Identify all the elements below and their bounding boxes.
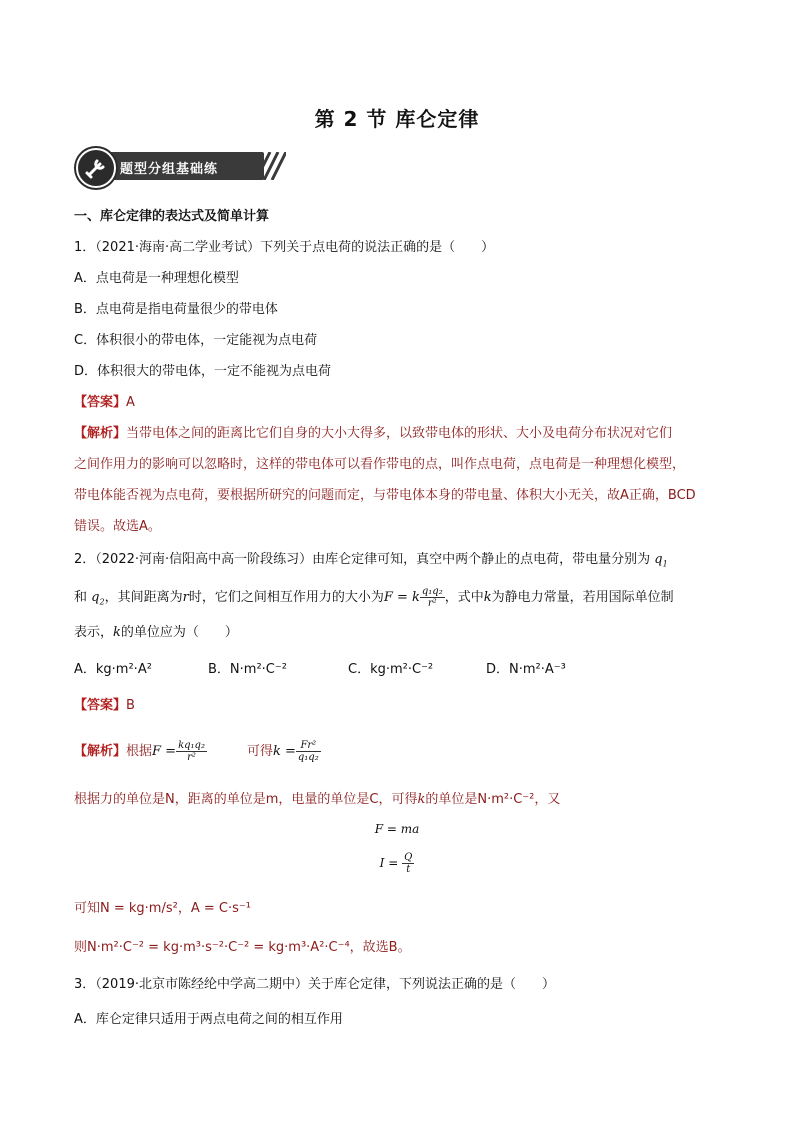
equation-current [0, 852, 794, 875]
q1-answer [74, 394, 135, 412]
q2-unit-question: 的单位应为（ ） [120, 625, 238, 640]
q2-analysis-1 [74, 740, 321, 763]
answer-value: B [126, 698, 135, 713]
q1-analysis-2: 之间作用力的影响可以忽略时，这样的带电体可以看作带电的点，叫作点电荷，点电荷是一种理想化模型， [74, 457, 686, 472]
q1-stem: 1．（2021·海南·高二学业考试）下列关于点电荷的说法正确的是（ ） [74, 240, 495, 255]
formula-fraction: $\frac{\text{q₁q₂}}{\text{r²}}$ [421, 586, 443, 609]
q1-option-a: A．点电荷是一种理想化模型 [74, 271, 239, 286]
q2-unit-text: 为静电力常量，若用国际单位制 [491, 590, 674, 605]
k-symbol: k [417, 792, 426, 807]
answer-value: A [126, 395, 135, 410]
formula-fraction-1: $\frac{\text{kq₁q₂}}{\text{r²}}$ [178, 740, 205, 763]
q2-option-b: B．N·m²·C⁻² [208, 662, 287, 677]
q2-analysis-3: 可知N = kg·m/s²，A = C·s⁻¹ [74, 901, 251, 916]
answer-label: 【答案】 [74, 698, 127, 713]
analysis-text: 根据力的单位是N，距离的单位是m，电量的单位是C，可得 [74, 792, 418, 807]
q2-distance-text: ，其间距离为 [104, 590, 183, 605]
coulomb-formula: F = k [383, 590, 420, 605]
q2-answer [74, 697, 135, 715]
formula-k: k = [272, 744, 296, 759]
q2-where-text: ，式中 [444, 590, 484, 605]
q2-analysis-4: 则N·m²·C⁻² = kg·m³·s⁻²·C⁻² = kg·m³·A²·C⁻⁴，故选B。 [74, 940, 411, 955]
q1-option-c: C．体积很小的带电体，一定能视为点电荷 [74, 333, 318, 348]
q2-stem-3 [74, 624, 238, 642]
current-fraction: $\frac{Q}{t}$ [404, 852, 413, 875]
q1-analysis-1 [74, 425, 672, 443]
analysis-text: 当带电体之间的距离比它们自身的大小大得多，以致带电体的形状、大小及电荷分布状况对它们 [126, 426, 673, 441]
q1-option-d: D．体积很大的带电体，一定不能视为点电荷 [74, 364, 332, 379]
analysis-label: 【解析】 [74, 426, 127, 441]
q1-analysis-4: 错误。故选A。 [74, 519, 161, 534]
q3-option-a: A．库仑定律只适用于两点电荷之间的相互作用 [74, 1012, 343, 1027]
analysis-text: 根据 [126, 744, 153, 759]
q1-analysis-3: 带电体能否视为点电荷，要根据所研究的问题而定，与带电体本身的带电量、体积大小无关，故A正确，BCD [74, 488, 696, 503]
equation-current-lhs: I = [379, 856, 399, 870]
q2-and: 和 [74, 590, 88, 605]
q2-stem-1 [74, 551, 668, 574]
q2-express-text: 表示， [74, 625, 114, 640]
q2-stem-text: 2．（2022·河南·信阳高中高一阶段练习）由库仑定律可知，真空中两个静止的点电荷，带电量分别为 [74, 552, 651, 567]
banner-label: 题型分组基础练 [120, 162, 219, 177]
q2-option-a: A．kg·m²·A² [74, 662, 152, 677]
analysis-text-2: 可得 [246, 744, 273, 759]
answer-label: 【答案】 [74, 395, 127, 410]
equation-newton: F = ma [374, 822, 420, 836]
q2-stem-2 [74, 586, 674, 612]
page-title: 第 2 节 库仑定律 [314, 107, 480, 131]
q1-symbol: $q_1$ [654, 552, 668, 569]
section-heading: 一、库仑定律的表达式及简单计算 [74, 209, 270, 224]
formula-f: F = [152, 744, 177, 759]
q2-force-text: 时，它们之间相互作用力的大小为 [188, 590, 384, 605]
formula-fraction-2: $\frac{\text{Fr²}}{\text{q₁q₂}}$ [297, 740, 319, 763]
q3-stem: 3．（2019·北京市陈经纶中学高二期中）关于库仑定律，下列说法正确的是（ ） [74, 977, 555, 992]
q2-option-d: D．N·m²·A⁻³ [486, 662, 566, 677]
k-symbol: k [483, 590, 492, 605]
q2-analysis-2 [74, 791, 560, 809]
analysis-label: 【解析】 [74, 744, 127, 759]
wrench-icon [76, 148, 116, 188]
r-symbol: r [182, 590, 189, 605]
q2-option-c: C．kg·m²·C⁻² [348, 662, 434, 677]
section-banner [76, 148, 286, 184]
q2-symbol: $q_2$ [91, 590, 105, 607]
stripes-decoration [252, 152, 286, 180]
k-symbol: k [113, 625, 121, 640]
analysis-text-2: 的单位是N·m²·C⁻²，又 [425, 792, 561, 807]
q1-option-b: B．点电荷是指电荷量很少的带电体 [74, 302, 278, 317]
